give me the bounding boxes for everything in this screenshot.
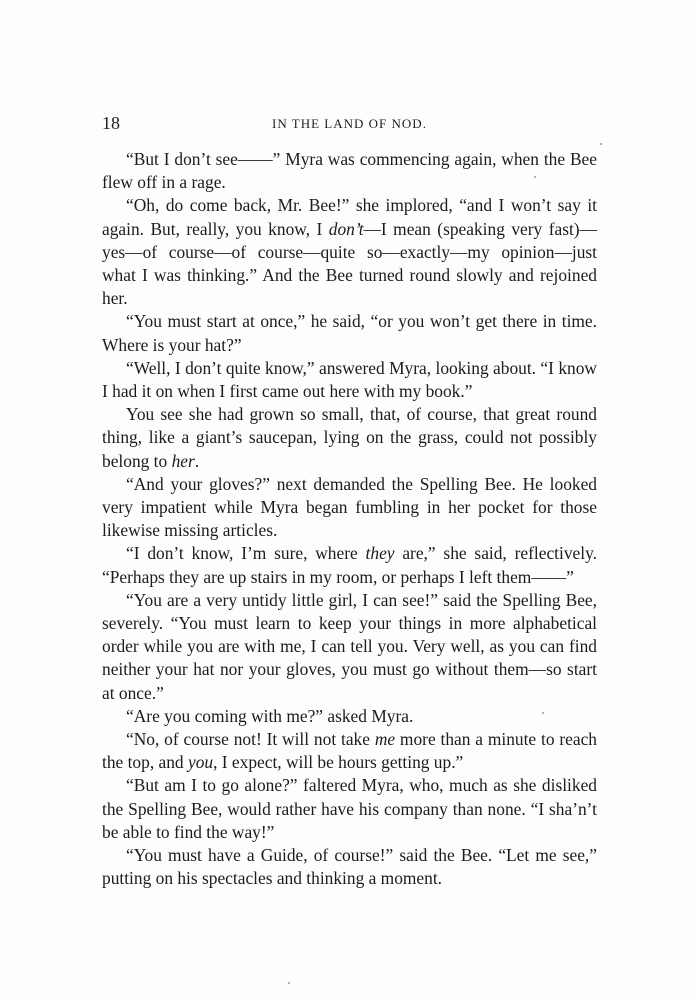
paragraph	[102, 194, 597, 310]
running-head	[102, 113, 597, 133]
text-segment: are,” she said, reflectively. “Perhaps they are up stairs in my room, or perhaps I left them——”	[102, 543, 597, 587]
paragraph	[102, 705, 597, 728]
text-segment: “I don’t know, I’m sure, where	[126, 543, 366, 564]
italic-text: they	[365, 543, 395, 564]
paragraph	[102, 473, 597, 543]
text-segment: more than a minute to reach the top, and	[102, 729, 598, 773]
paragraph	[102, 403, 597, 473]
page-number: 18	[102, 113, 120, 133]
text-segment: .	[194, 450, 200, 471]
italic-text: you	[187, 752, 214, 773]
paragraph	[102, 542, 597, 588]
paragraph	[102, 148, 597, 194]
paper-speck	[288, 982, 290, 984]
paragraph	[102, 844, 597, 890]
paper-speck	[542, 712, 544, 714]
paragraph	[102, 357, 597, 403]
paragraph	[102, 728, 597, 774]
text-segment: “Are you coming with me?” asked Myra.	[126, 705, 414, 726]
text-segment: “And your gloves?” next demanded the Spelling Bee. He looked very impatient while Myra began fumbling in her pocket for those likewise missing articles.	[102, 473, 597, 541]
paragraph	[102, 310, 597, 356]
italic-text: don’t	[328, 218, 364, 239]
text-segment: “You must have a Guide, of course!” said the Bee. “Let me see,” putting on his spectacles and thinking a moment.	[102, 845, 597, 889]
italic-text: her	[171, 450, 195, 471]
italic-text: me	[374, 729, 396, 750]
text-segment: “Well, I don’t quite know,” answered Myra, looking about. “I know I had it on when I first came out here with my book.”	[102, 357, 597, 402]
paragraph	[102, 589, 597, 705]
text-segment: You see she had grown so small, that, of course, that great round thing, like a giant’s saucepan, lying on the grass, could not possibly belong to	[102, 404, 597, 471]
paper-speck	[600, 143, 602, 145]
text-segment: “You must start at once,” he said, “or you won’t get there in time. Where is your hat?”	[102, 311, 597, 355]
text-segment: , I expect, will be hours getting up.”	[213, 752, 464, 773]
body-text	[102, 148, 597, 891]
running-title: IN THE LAND OF NOD.	[272, 116, 427, 131]
paragraph	[102, 774, 597, 844]
text-segment: “But am I to go alone?” faltered Myra, who, much as she disliked the Spelling Bee, would rather have his company than none. “I sha’n’t be able to find the way!”	[102, 775, 597, 842]
text-segment: “No, of course not! It will not take	[126, 729, 375, 750]
text-segment: “You are a very untidy little girl, I can see!” said the Spelling Bee, severely. “You must learn to keep your things in more alphabetical order while you are with me, I can tell you. Very well, as you can find neither your hat nor your gloves, you must go without them—so start at once.”	[102, 589, 597, 703]
paper-speck	[534, 176, 536, 178]
text-segment: “Oh, do come back, Mr. Bee!” she implored, “and I won’t say it again. But, really, you know, I	[102, 195, 597, 239]
text-segment: —I mean (speaking very fast)—yes—of course—of course—quite so—exactly—my opinion—just what I was thinking.” And the Bee turned round slowly and rejoined her.	[102, 218, 597, 309]
text-segment: “But I don’t see——” Myra was commencing again, when the Bee flew off in a rage.	[102, 149, 597, 193]
